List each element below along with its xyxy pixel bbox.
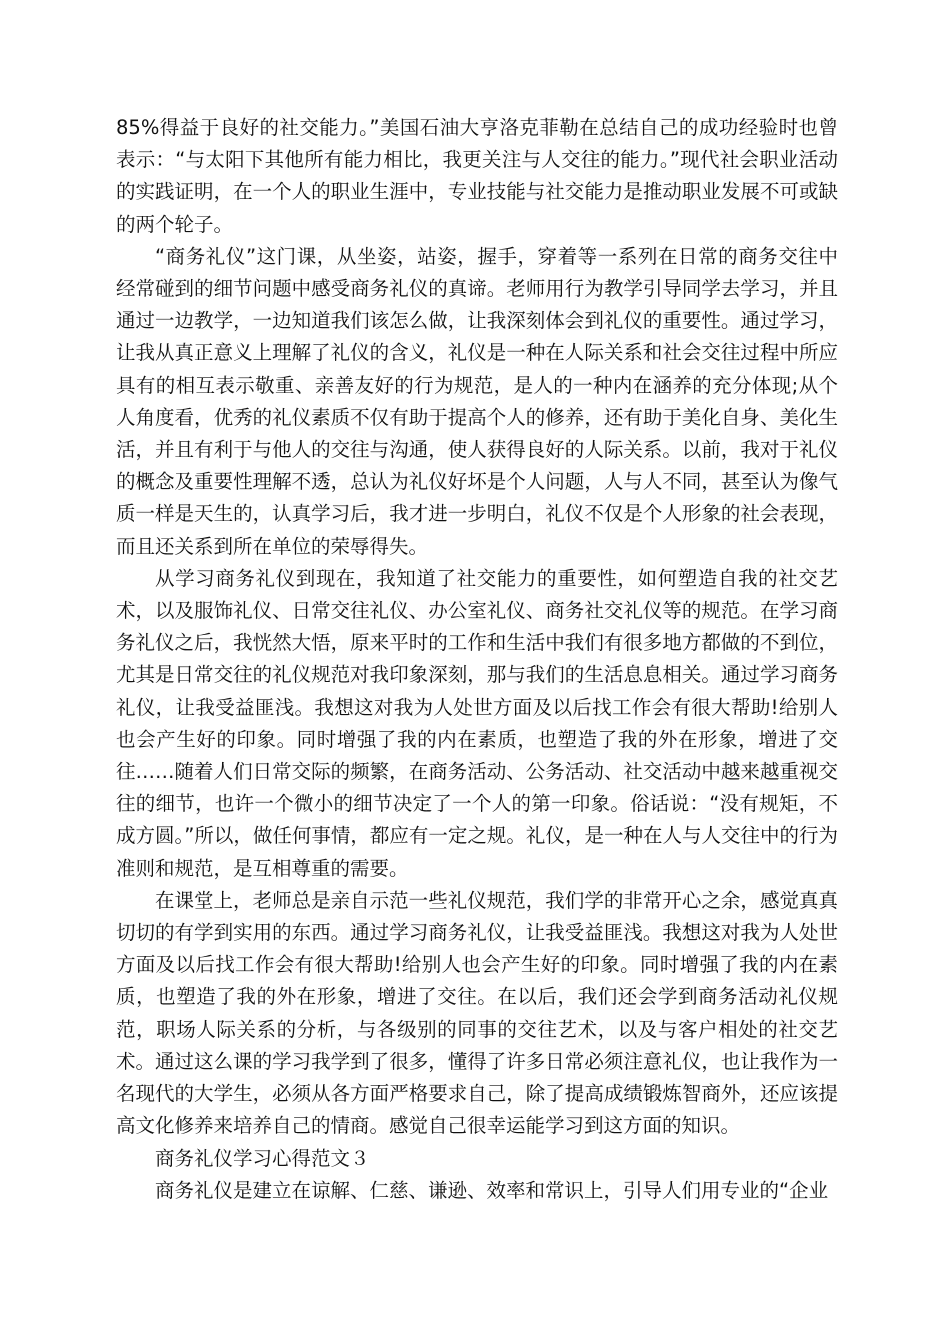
paragraph-1: 85%得益于良好的社交能力。”美国石油大亨洛克菲勒在总结自己的成功经验时也曾表示：“与太阳下其他所有能力相比，我更关注与人交往的能力。”现代社会职业活动的实践证明，在一个人的职业生涯中，专业技能与社交能力是推动职业发展不可或缺的两个轮子。	[116, 116, 838, 236]
paragraph-4: 在课堂上，老师总是亲自示范一些礼仪规范，我们学的非常开心之余，感觉真真切切的有学到实用的东西。通过学习商务礼仪，让我受益匪浅。我想这对我为人处世方面及以后找工作会有很大帮助!给别人也会产生好的印象。同时增强了我的内在素质，也塑造了我的外在形象，增进了交往。在以后，我们还会学到商务活动礼仪规范，职场人际关系的分析，与各级别的同事的交往艺术，以及与客户相处的社交艺术。通过这么课的学习我学到了很多，懂得了许多日常必须注意礼仪，也让我作为一名现代的大学生，必须从各方面严格要求自己，除了提高成绩锻炼智商外，还应该提高文化修养来培养自己的情商。感觉自己很幸运能学习到这方面的知识。	[116, 888, 838, 1138]
section-heading: 商务礼仪学习心得范文３	[155, 1146, 370, 1170]
paragraph-2: “商务礼仪”这门课，从坐姿，站姿，握手，穿着等一系列在日常的商务交往中经常碰到的细节问题中感受商务礼仪的真谛。老师用行为教学引导同学去学习，并且通过一边教学，一边知道我们该怎么做，让我深刻体会到礼仪的重要性。通过学习，让我从真正意义上理解了礼仪的含义，礼仪是一种在人际关系和社会交往过程中所应具有的相互表示敬重、亲善友好的行为规范，是人的一种内在涵养的充分体现;从个人角度看，优秀的礼仪素质不仅有助于提高个人的修养，还有助于美化自身、美化生活，并且有利于与他人的交往与沟通，使人获得良好的人际关系。以前，我对于礼仪的概念及重要性理解不透，总认为礼仪好坏是个人问题，人与人不同，甚至认为像气质一样是天生的，认真学习后，我才进一步明白，礼仪不仅是个人形象的社会表现，而且还关系到所在单位的荣辱得失。	[116, 244, 838, 558]
paragraph-5: 商务礼仪是建立在谅解、仁慈、谦逊、效率和常识上，引导人们用专业的“企业	[155, 1178, 829, 1202]
document-page	[116, 112, 838, 1207]
paragraph-3: 从学习商务礼仪到现在，我知道了社交能力的重要性，如何塑造自我的社交艺术，以及服饰礼仪、日常交往礼仪、办公室礼仪、商务社交礼仪等的规范。在学习商务礼仪之后，我恍然大悟，原来平时的工作和生活中我们有很多地方都做的不到位，尤其是日常交往的礼仪规范对我印象深刻，那与我们的生活息息相关。通过学习商务礼仪，让我受益匪浅。我想这对我为人处世方面及以后找工作会有很大帮助!给别人也会产生好的印象。同时增强了我的内在素质，也塑造了我的外在形象，增进了交往……随着人们日常交际的频繁，在商务活动、公务活动、社交活动中越来越重视交往的细节，也许一个微小的细节决定了一个人的第一印象。俗话说：“没有规矩，不成方圆。”所以，做任何事情，都应有一定之规。礼仪，是一种在人与人交往中的行为准则和规范，是互相尊重的需要。	[116, 566, 838, 880]
